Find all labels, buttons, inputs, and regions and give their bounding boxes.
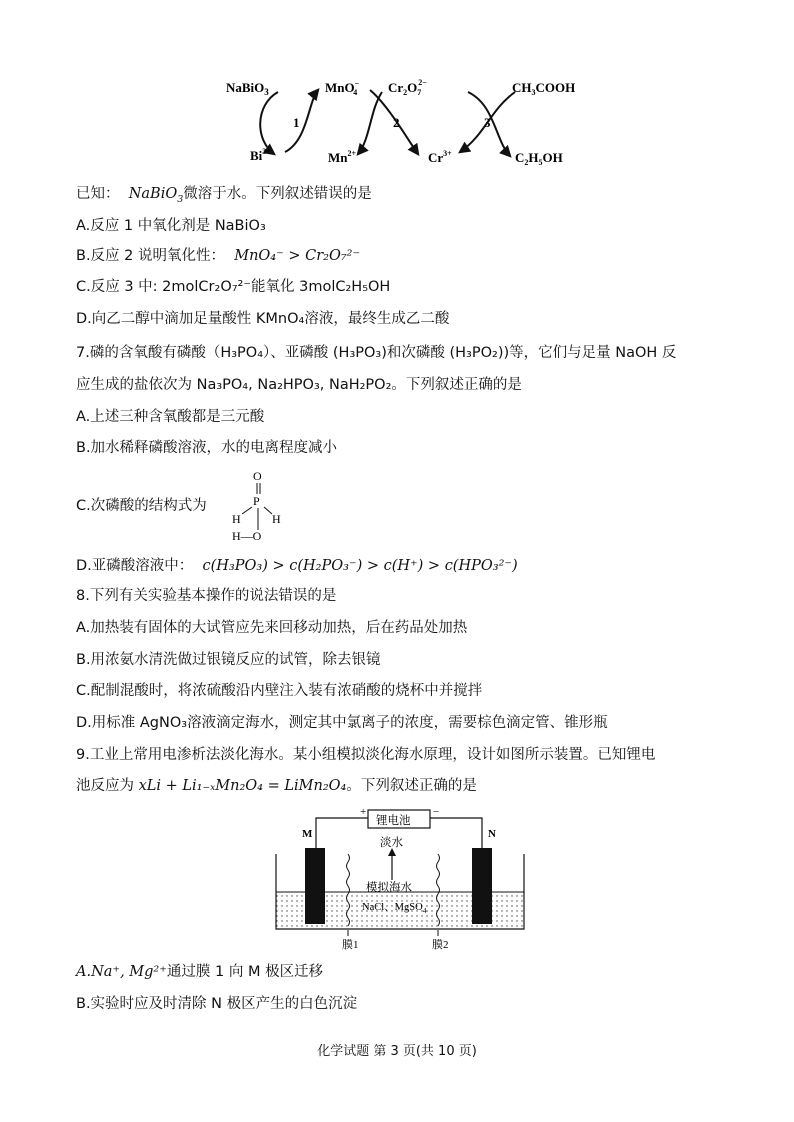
bi3-label: $Bi^{3+}$ <box>250 147 271 163</box>
q7-option-d: D.亚磷酸溶液中： c(H₃PO₃) > c(H₂PO₃⁻) > c(H⁺) > c(HPO₃²⁻) <box>76 558 518 574</box>
q7-stem-line2: 应生成的盐依次为 Na₃PO₄, Na₂HPO₃, NaH₂PO₂。下列叙述正确的是 <box>76 377 522 393</box>
q9-stem-line2: 池反应为 xLi + Li₁₋ₓMn₂O₄ = LiMn₂O₄。下列叙述正确的是 <box>76 778 477 794</box>
electrode-n <box>472 848 492 924</box>
cycle-label-1: 1 <box>293 115 300 130</box>
svg-text:NaCl、MgSO4: NaCl、MgSO$_4$ <box>362 902 427 915</box>
cycle-label-2: 2 <box>393 115 400 130</box>
q7-stem-line1: 7.磷的含氧酸有磷酸（H₃PO₄）、亚磷酸 (H₃PO₃)和次磷酸 (H₃PO₂))等，它们与足量 NaOH 反 <box>76 345 677 361</box>
electrodialysis-diagram <box>270 804 530 954</box>
svg-text:H—O: H—O <box>232 529 262 543</box>
q8-stem: 8.下列有关实验基本操作的说法错误的是 <box>76 588 337 604</box>
hypophosphorous-acid-structure <box>228 468 298 546</box>
svg-text:淡水: 淡水 <box>380 837 403 849</box>
q9-stem-line1: 9.工业上常用电渗析法淡化海水。某小组模拟淡化海水原理，设计如图所示装置。已知锂电 <box>76 747 656 763</box>
svg-text:膜2: 膜2 <box>432 939 449 951</box>
page-footer: 化学试题 第 3 页(共 10 页) <box>317 1044 477 1059</box>
mno4-label: MnO− 4 <box>325 79 360 97</box>
q6-option-c: C.反应 3 中: 2molCr₂O₇²⁻能氧化 3molC₂H₅OH <box>76 279 391 295</box>
cycle-1-arc-right <box>285 90 318 152</box>
electrode-m-label: M <box>302 828 313 840</box>
ch3cooh-label: $CH_3COOH$ <box>512 80 576 97</box>
svg-text:膜1: 膜1 <box>342 939 359 951</box>
q7-option-a: A.上述三种含氧酸都是三元酸 <box>76 409 265 425</box>
cycle-1-arc-left <box>260 92 278 154</box>
svg-text:O: O <box>253 469 262 483</box>
q8-option-b: B.用浓氨水清洗做过银镜反应的试管，除去银镜 <box>76 652 381 668</box>
cycle-label-3: 3 <box>484 115 491 130</box>
q9-option-b: B.实验时应及时清除 N 极区产生的白色沉淀 <box>76 996 358 1012</box>
q6-option-d: D.向乙二醇中滴加足量酸性 KMnO₄溶液，最终生成乙二酸 <box>76 311 450 327</box>
svg-text:P: P <box>253 494 260 508</box>
q9-option-a: A.Na⁺, Mg²⁺通过膜 1 向 M 极区迁移 <box>76 964 324 980</box>
svg-text:−: − <box>433 806 440 818</box>
svg-text:+: + <box>360 806 367 818</box>
electrode-m <box>305 848 325 924</box>
q7-option-c: C.次磷酸的结构式为 <box>76 498 207 514</box>
q6-known: 已知： NaBiO$_3$微溶于水。下列叙述错误的是 <box>76 186 372 205</box>
nabio3-label: NaBiO$_3$ <box>226 80 269 97</box>
svg-text:H: H <box>272 512 281 526</box>
q8-option-d: D.用标准 AgNO₃溶液滴定海水，测定其中氯离子的浓度，需要棕色滴定管、锥形瓶 <box>76 715 608 731</box>
q7-option-b: B.加水稀释磷酸溶液，水的电离程度减小 <box>76 440 338 456</box>
mn2-label: $Mn^{2+}$ <box>328 149 357 165</box>
cr2o7-label: $Cr_2O_72-$ <box>388 78 427 97</box>
electrode-n-label: N <box>488 828 496 840</box>
cycle-2-arc-left <box>358 92 382 154</box>
cr3-label: $Cr^{3+}$ <box>428 149 452 165</box>
svg-text:H: H <box>232 512 241 526</box>
c2h5oh-label: $C_2H_5OH$ <box>515 150 563 167</box>
q6-option-b: B.反应 2 说明氧化性： MnO₄⁻ > Cr₂O₇²⁻ <box>76 248 361 264</box>
q8-option-c: C.配制混酸时，将浓硫酸沿内壁注入装有浓硝酸的烧杯中并搅拌 <box>76 683 483 699</box>
redox-cycle-diagram <box>210 70 590 170</box>
q6-option-a: A.反应 1 中氧化剂是 NaBiO₃ <box>76 218 266 234</box>
svg-text:锂电池: 锂电池 <box>376 815 411 827</box>
q8-option-a: A.加热装有固体的大试管应先来回移动加热，后在药品处加热 <box>76 620 468 636</box>
svg-text:模拟海水: 模拟海水 <box>366 882 412 894</box>
